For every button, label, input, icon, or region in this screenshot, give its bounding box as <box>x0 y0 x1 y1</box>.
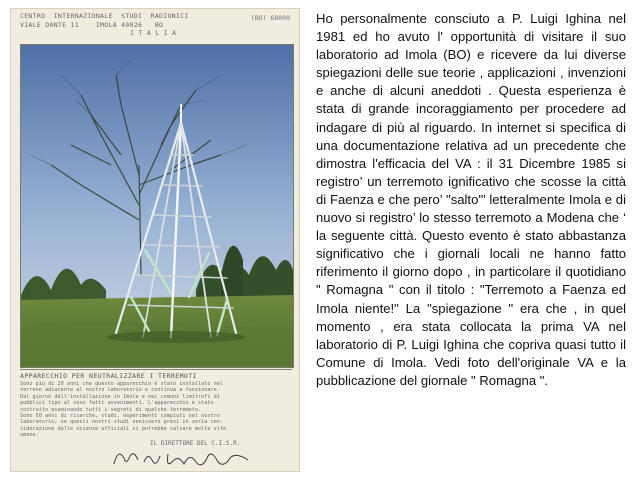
document-stamp: (BO) 68000 <box>250 14 290 22</box>
vibration-antenna-photo <box>20 44 294 368</box>
scanned-document <box>10 8 300 472</box>
document-body <box>20 381 292 439</box>
header-line: CENTRO INTERNAZIONALE STUDI RADIONICI <box>20 12 189 20</box>
body-line: Sono più di 20 anni che questo apparecchio è stato installato nel <box>20 381 224 387</box>
document-caption: APPARECCHIO PER NEUTRALIZZARE I TERREMOTI <box>20 369 292 380</box>
header-line: VIALE DANTE 11 IMOLA 40026 BO <box>20 20 164 29</box>
body-line: laboratorio, se questi nostri studi venissero presi in seria con- <box>20 419 224 426</box>
body-line: umane. <box>20 432 39 439</box>
document-header <box>20 12 290 38</box>
body-line: Sono 50 anni di ricerche, studi, esperimenti compiuti nel nostro <box>20 413 220 420</box>
body-line: costruito esaminando tutti i segreti di qualche terremoto. <box>20 406 202 413</box>
header-line: I T A L I A <box>130 29 177 37</box>
handwritten-signature-icon <box>108 444 258 472</box>
body-line: Dal giorno dell'installazione in Imola e nei comuni limitrofi di <box>20 393 220 400</box>
body-line: terreno adiacente al nostro laboratorio e continua a funzionare. <box>20 387 220 394</box>
document-director: IL DIRETTORE DEL C.I.S.R. <box>150 440 241 447</box>
antenna-photo-icon <box>21 45 293 367</box>
article-text: Ho personalmente consciuto a P. Luigi Ighina nel 1981 ed ho avuto l' opportunità di visitare il suo laboratorio ad Imola (BO) e ricevere da lui diverse spiegazioni delle sue teorie , applicazioni , invenzioni e anche di alcuni aneddoti . Questa esperienza è stata di grande incoraggiamento per procedere ad indagare di più al riguardo. In internet si specifica di una documentazione relativa ad un precedente che dimostra l'efficacia del VA : il 31 Dicembre 1985 si registro’ un terremoto ignificativo che scosse la città di Faenza e che pero’ "salto'" letteralmente Imola e di nuovo si registro’ lo stesso terremoto a Modena che ‘ la seguente città. Questo evento è stato abbastanza significativo che i giornali locali ne hanno fatto riferimento il giorno dopo , in particolare il quotidiano " Romagna " con il titolo : "Terremoto a Faenza ed Imola niente!" La "spiegazione " era che , in quel momento , era stata collocata la prima VA nel laboratorio di P. Luigi Ighina che copriva quasi tutto il Comune di Imola. Vedi foto dell'originale VA e la pubblicazione del giornale " Romagna ". <box>316 11 626 388</box>
body-line: pubblici tipo al sono fatti avvenimenti. L'apparecchio è stato <box>20 400 214 407</box>
body-line: siderazione dalle scienze ufficiali si potrebbe salvare molte vite <box>20 425 227 432</box>
